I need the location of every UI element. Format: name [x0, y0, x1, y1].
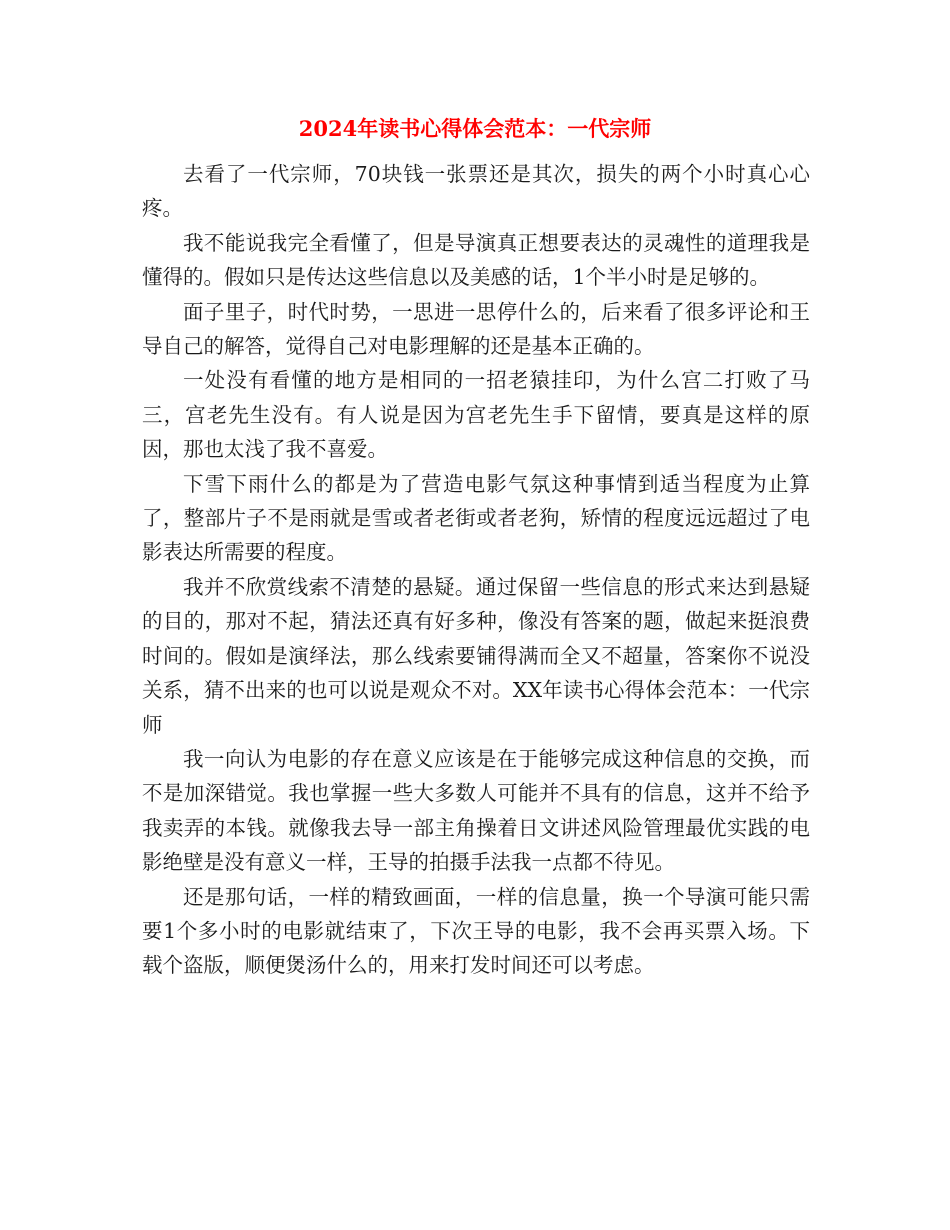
paragraph: 还是那句话，一样的精致画面，一样的信息量，换一个导演可能只需要1个多小时的电影就结束了，下次王导的电影，我不会再买票入场。下载个盗版，顺便煲汤什么的，用来打发时间还可以考虑。 [142, 884, 810, 978]
paragraph: 面子里子，时代时势，一思进一思停什么的，后来看了很多评论和王导自己的解答，觉得自己对电影理解的还是基本正确的。 [142, 299, 810, 359]
paragraph: 我并不欣赏线索不清楚的悬疑。通过保留一些信息的形式来达到悬疑的目的，那对不起，猜法还真有好多种，像没有答案的题，做起来挺浪费时间的。假如是演绎法，那么线索要铺得满而全又不超量，答案你不说没关系，猜不出来的也可以说是观众不对。XX年读书心得体会范本：一代宗师 [142, 574, 810, 737]
paragraph: 我一向认为电影的存在意义应该是在于能够完成这种信息的交换，而不是加深错觉。我也掌握一些大多数人可能并不具有的信息，这并不给予我卖弄的本钱。就像我去导一部主角操着日文讲述风险管理最优实践的电影绝壁是没有意义一样，王导的拍摄手法我一点都不待见。 [142, 746, 810, 875]
document-body [142, 157, 810, 983]
paragraph: 下雪下雨什么的都是为了营造电影气氛这种事情到适当程度为止算了，整部片子不是雨就是雪或者老街或者老狗，矫情的程度远远超过了电影表达所需要的程度。 [142, 471, 810, 565]
paragraph: 去看了一代宗师，70块钱一张票还是其次，损失的两个小时真心心疼。 [142, 162, 810, 221]
paragraph: 一处没有看懂的地方是相同的一招老猿挂印，为什么宫二打败了马三，宫老先生没有。有人说是因为宫老先生手下留情，要真是这样的原因，那也太浅了我不喜爱。 [142, 368, 810, 462]
document-title: 2024年读书心得体会范本：一代宗师 [298, 116, 652, 141]
paragraph: 我不能说我完全看懂了，但是导演真正想要表达的灵魂性的道理我是懂得的。假如只是传达这些信息以及美感的话，1个半小时是足够的。 [142, 230, 810, 290]
